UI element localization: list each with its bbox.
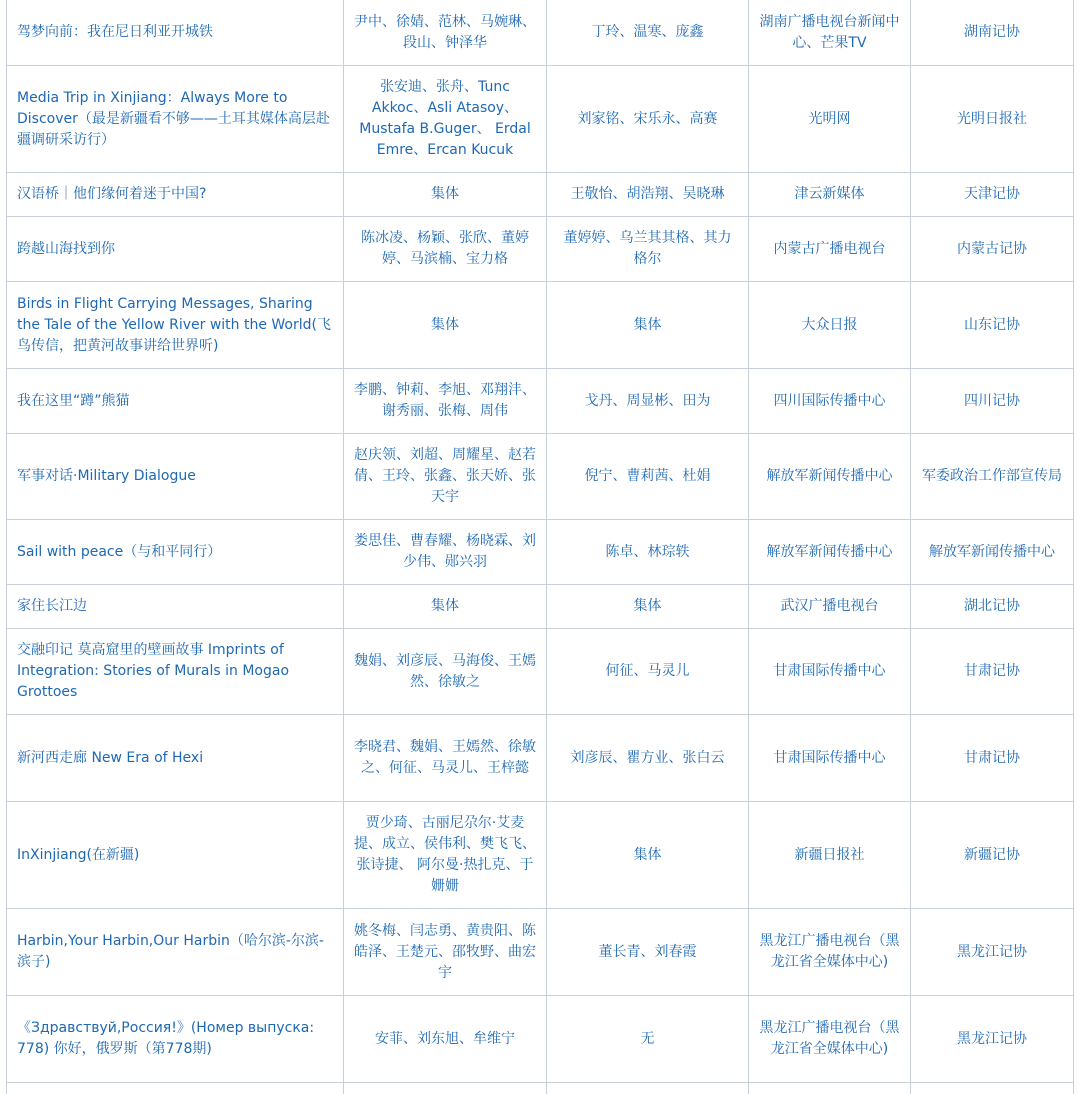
cell-publisher: 津云新媒体 [749,173,911,217]
cell-recommender: 内蒙古记协 [911,217,1074,282]
cell-recommender: 湖南记协 [911,0,1074,66]
cell-authors: 魏娟、刘彦辰、马海俊、王嫣然、徐敏之 [344,629,547,715]
cell-title: Media Trip in Xinjiang：Always More to Discover（最是新疆看不够——土耳其媒体高层赴疆调研采访行） [7,66,344,173]
cell-authors: 李鹏、钟莉、李旭、邓翔沣、谢秀丽、张梅、周伟 [344,369,547,434]
cell-editors: 王敬怡、胡浩翔、吴晓琳 [547,173,749,217]
cell-editors: 无 [547,996,749,1083]
cell-authors: 陈冰凌、杨颖、张欣、董婷婷、马滨楠、宝力格 [344,217,547,282]
cell-title: 交融印记 莫高窟里的壁画故事 Imprints of Integration: Stories of Murals in Mogao Grottoes [7,629,344,715]
cell-publisher: 解放军新闻传播中心 [749,434,911,520]
cell-title: 我在这里“蹲”熊猫 [7,369,344,434]
cell-authors: 赵庆领、刘超、周耀星、赵若倩、王玲、张鑫、张天娇、张天宇 [344,434,547,520]
cell-authors: 李晓君、魏娟、王嫣然、徐敏之、何征、马灵儿、王梓懿 [344,715,547,802]
table-row [7,715,1074,802]
table-row-partial [7,1083,1074,1094]
table-row [7,0,1074,66]
cell-recommender: 军委政治工作部宣传局 [911,434,1074,520]
cell-authors: 安菲、刘东旭、牟维宁 [344,996,547,1083]
cell-recommender: 天津记协 [911,173,1074,217]
table-row [7,909,1074,996]
cell-editors: 刘彦辰、瞿方业、张白云 [547,715,749,802]
table-body [7,0,1074,1094]
cell-editors: 董长青、刘春霞 [547,909,749,996]
table-row [7,369,1074,434]
cell-empty [344,1083,547,1094]
cell-title: 《Здравствуй,Россия!》(Номер выпуска: 778) 你好，俄罗斯（第778期) [7,996,344,1083]
cell-empty [749,1083,911,1094]
cell-recommender: 四川记协 [911,369,1074,434]
cell-editors: 集体 [547,585,749,629]
table-row [7,585,1074,629]
cell-publisher: 光明网 [749,66,911,173]
cell-editors: 何征、马灵儿 [547,629,749,715]
cell-authors: 尹中、徐婧、范林、马婉琳、段山、钟泽华 [344,0,547,66]
cell-publisher: 黑龙江广播电视台（黑龙江省全媒体中心) [749,996,911,1083]
cell-authors: 集体 [344,585,547,629]
table-row [7,434,1074,520]
cell-editors: 董婷婷、乌兰其其格、其力格尔 [547,217,749,282]
table-row [7,217,1074,282]
cell-title: 驾梦向前：我在尼日利亚开城铁 [7,0,344,66]
cell-authors: 集体 [344,173,547,217]
cell-empty [911,1083,1074,1094]
cell-publisher: 湖南广播电视台新闻中心、芒果TV [749,0,911,66]
cell-title: Sail with peace（与和平同行） [7,520,344,585]
table-row [7,282,1074,369]
awards-table [6,0,1074,1094]
cell-recommender: 甘肃记协 [911,629,1074,715]
cell-title: Birds in Flight Carrying Messages, Sharing the Tale of the Yellow River with the World(飞鸟传信，把黄河故事讲给世界听) [7,282,344,369]
cell-publisher: 四川国际传播中心 [749,369,911,434]
cell-empty [547,1083,749,1094]
cell-editors: 集体 [547,282,749,369]
table-row [7,66,1074,173]
cell-publisher: 甘肃国际传播中心 [749,629,911,715]
cell-publisher: 大众日报 [749,282,911,369]
cell-recommender: 新疆记协 [911,802,1074,909]
cell-recommender: 光明日报社 [911,66,1074,173]
cell-publisher: 黑龙江广播电视台（黑龙江省全媒体中心) [749,909,911,996]
cell-recommender: 湖北记协 [911,585,1074,629]
cell-title: 军事对话·Military Dialogue [7,434,344,520]
cell-recommender: 黑龙江记协 [911,909,1074,996]
cell-editors: 集体 [547,802,749,909]
cell-authors: 集体 [344,282,547,369]
cell-editors: 刘家铭、宋乐永、高赛 [547,66,749,173]
table-row [7,802,1074,909]
cell-publisher: 内蒙古广播电视台 [749,217,911,282]
cell-recommender: 甘肃记协 [911,715,1074,802]
table-row [7,629,1074,715]
cell-title: Harbin,Your Harbin,Our Harbin（哈尔滨-尔滨-滨子) [7,909,344,996]
cell-recommender: 黑龙江记协 [911,996,1074,1083]
cell-editors: 陈卓、林琮轶 [547,520,749,585]
cell-authors: 姚冬梅、闫志勇、黄贵阳、陈皓泽、王楚元、邵牧野、曲宏宇 [344,909,547,996]
cell-title: InXinjiang(在新疆) [7,802,344,909]
cell-authors: 娄思佳、曹春耀、杨晓霖、刘少伟、郧兴羽 [344,520,547,585]
cell-recommender: 解放军新闻传播中心 [911,520,1074,585]
cell-title: 新河西走廊 New Era of Hexi [7,715,344,802]
table-row [7,520,1074,585]
cell-editors: 丁玲、温寒、庞鑫 [547,0,749,66]
cell-authors: 贾少琦、古丽尼尕尔·艾麦提、成立、侯伟利、樊飞飞、张诗捷、 阿尔曼·热扎克、于姗姗 [344,802,547,909]
cell-title: 家住长江边 [7,585,344,629]
cell-recommender: 山东记协 [911,282,1074,369]
cell-title: 跨越山海找到你 [7,217,344,282]
cell-authors: 张安迪、张舟、Tunc Akkoc、Asli Atasoy、Mustafa B.Guger、 Erdal Emre、Ercan Kucuk [344,66,547,173]
cell-editors: 戈丹、周显彬、田为 [547,369,749,434]
cell-title: 汉语桥｜他们缘何着迷于中国? [7,173,344,217]
table-row [7,996,1074,1083]
cell-publisher: 甘肃国际传播中心 [749,715,911,802]
cell-editors: 倪宁、曹莉茜、杜娟 [547,434,749,520]
cell-publisher: 解放军新闻传播中心 [749,520,911,585]
cell-publisher: 武汉广播电视台 [749,585,911,629]
cell-empty [7,1083,344,1094]
cell-publisher: 新疆日报社 [749,802,911,909]
table-row [7,173,1074,217]
